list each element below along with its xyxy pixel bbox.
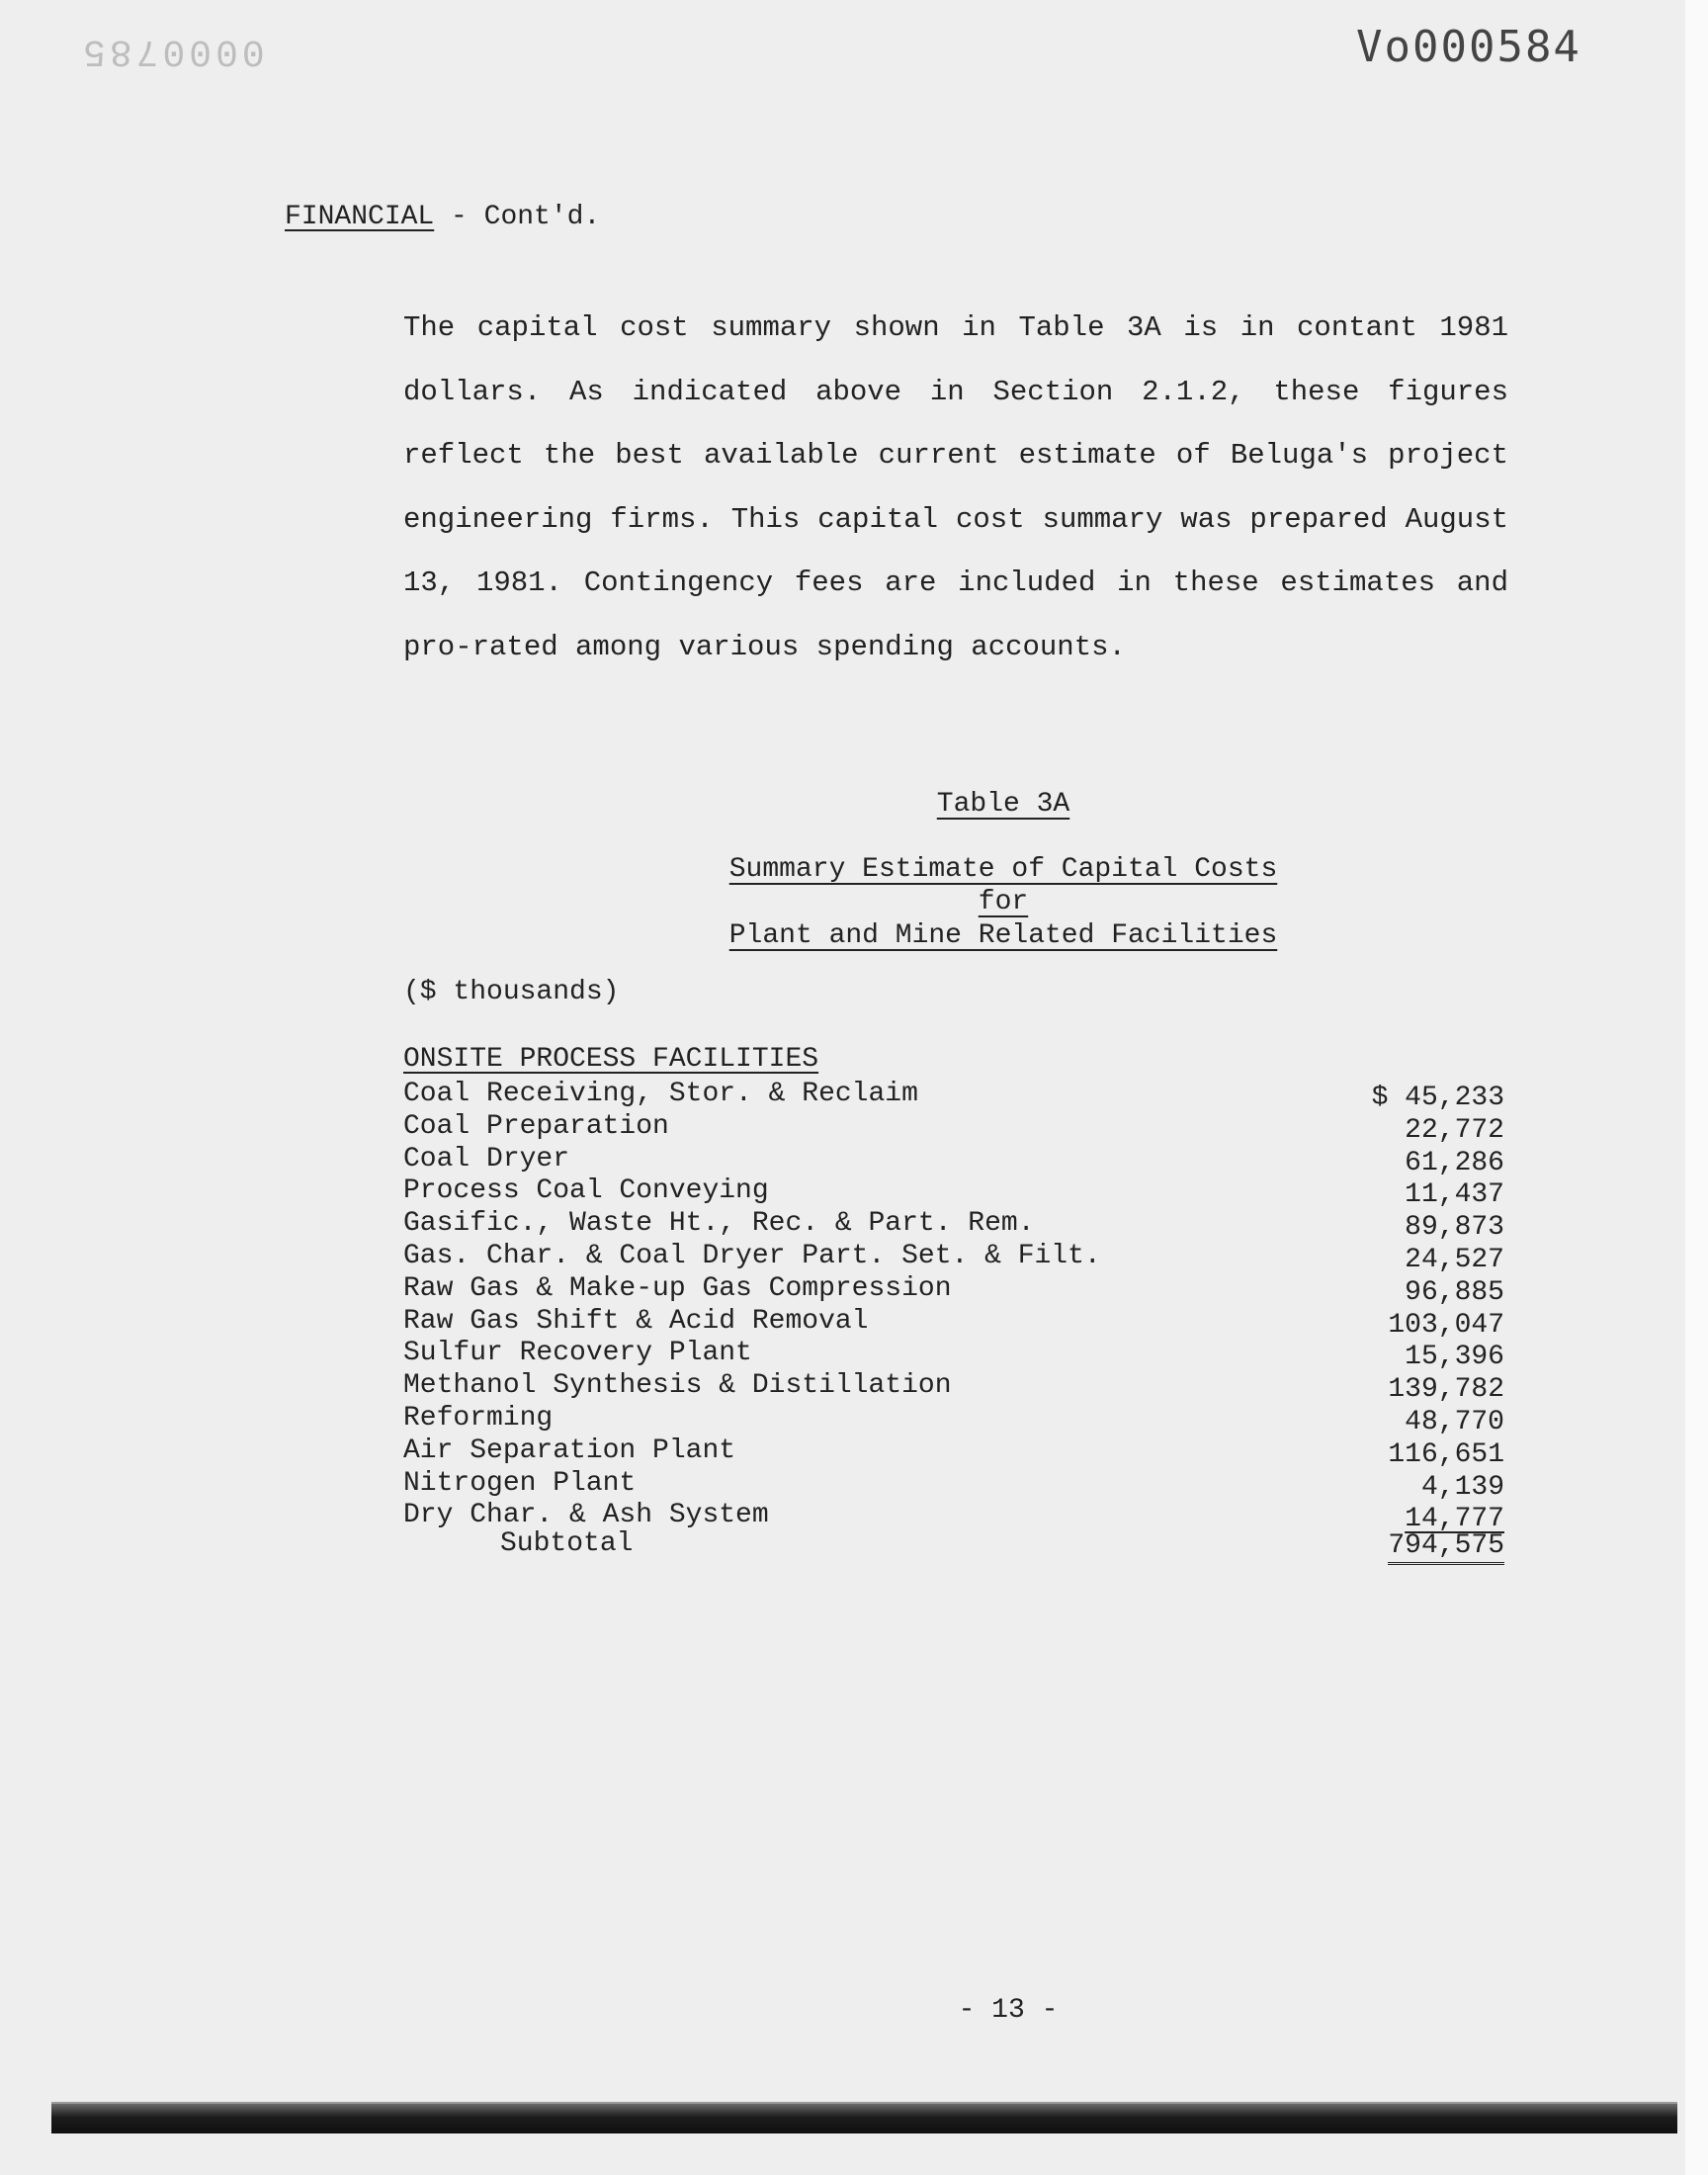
row-label: Reforming bbox=[403, 1402, 554, 1434]
table-title-line3: Plant and Mine Related Facilities bbox=[728, 920, 1278, 951]
row-value: $ 45,233 bbox=[1371, 1083, 1504, 1113]
page-stamp-left: 0000785 bbox=[79, 30, 265, 72]
subtotal-value: 794,575 bbox=[1388, 1530, 1504, 1565]
row-label: Raw Gas & Make-up Gas Compression bbox=[403, 1272, 952, 1304]
row-label: Coal Preparation bbox=[403, 1110, 669, 1142]
row-value: 14,777 bbox=[1405, 1504, 1504, 1535]
row-label: Gasific., Waste Ht., Rec. & Part. Rem. bbox=[403, 1208, 1035, 1240]
table-row bbox=[403, 1370, 1504, 1406]
body-paragraph: The capital cost summary shown in Table 3A is in contant 1981 dollars. As indicated above in Section 2.1.2, these figures reflect the best available current estimate of Beluga's project engineering firms. This capital cost summary was prepared August 13, 1981. Contingency fees are included in these estimates and pro-rated among various spending accounts. bbox=[403, 311, 1508, 663]
row-value: 24,527 bbox=[1405, 1244, 1504, 1275]
row-label: Raw Gas Shift & Acid Removal bbox=[403, 1305, 869, 1337]
row-label: Process Coal Conveying bbox=[403, 1175, 769, 1207]
row-label: Dry Char. & Ash System bbox=[403, 1500, 769, 1531]
table-row bbox=[403, 1175, 1504, 1211]
subtotal-row bbox=[403, 1528, 1504, 1564]
table-title-line1: Summary Estimate of Capital Costs bbox=[728, 854, 1278, 885]
row-label: Nitrogen Plant bbox=[403, 1467, 637, 1499]
table-label: Table 3A bbox=[936, 789, 1070, 820]
table-row bbox=[403, 1338, 1504, 1373]
row-value: 4,139 bbox=[1420, 1471, 1504, 1503]
row-label: Air Separation Plant bbox=[403, 1435, 736, 1466]
section-suffix: - Cont'd. bbox=[434, 202, 601, 232]
scan-right-margin bbox=[1685, 0, 1708, 2175]
row-value: 103,047 bbox=[1388, 1309, 1504, 1341]
row-value: 116,651 bbox=[1388, 1438, 1504, 1470]
row-value: 61,286 bbox=[1405, 1147, 1504, 1178]
table-row bbox=[403, 1273, 1504, 1306]
row-label: Methanol Synthesis & Distillation bbox=[403, 1370, 952, 1402]
subtotal-label: Subtotal bbox=[500, 1528, 634, 1559]
row-label: Coal Receiving, Stor. & Reclaim bbox=[403, 1079, 918, 1109]
row-label: Coal Dryer bbox=[403, 1143, 570, 1174]
row-value: 11,437 bbox=[1405, 1179, 1504, 1211]
row-value: 89,873 bbox=[1405, 1212, 1504, 1244]
table-row bbox=[403, 1403, 1504, 1436]
row-label: Gas. Char. & Coal Dryer Part. Set. & Filt. bbox=[403, 1240, 1101, 1271]
table-row bbox=[403, 1306, 1504, 1339]
cost-table bbox=[403, 1079, 1504, 1535]
table-units: ($ thousands) bbox=[403, 977, 620, 1007]
row-label: Sulfur Recovery Plant bbox=[403, 1338, 752, 1369]
table-row bbox=[403, 1079, 1504, 1111]
page-number: - 13 - bbox=[958, 1995, 1059, 2026]
table-row bbox=[403, 1111, 1504, 1144]
row-value: 15,396 bbox=[1405, 1342, 1504, 1373]
row-value: 96,885 bbox=[1405, 1276, 1504, 1308]
scan-edge-bar bbox=[51, 2104, 1677, 2133]
section-title: FINANCIAL bbox=[285, 202, 435, 232]
table-row bbox=[403, 1144, 1504, 1176]
section-heading bbox=[285, 202, 600, 232]
row-value: 139,782 bbox=[1388, 1374, 1504, 1406]
table-row bbox=[403, 1468, 1504, 1501]
row-value: 48,770 bbox=[1405, 1406, 1504, 1437]
table-title-line2: for bbox=[978, 887, 1029, 917]
table-row bbox=[403, 1436, 1504, 1468]
row-value: 22,772 bbox=[1405, 1114, 1504, 1146]
table-row bbox=[403, 1208, 1504, 1244]
table-category-heading: ONSITE PROCESS FACILITIES bbox=[403, 1044, 819, 1075]
table-row bbox=[403, 1241, 1504, 1273]
page-stamp-right: Vo000584 bbox=[1356, 22, 1581, 72]
